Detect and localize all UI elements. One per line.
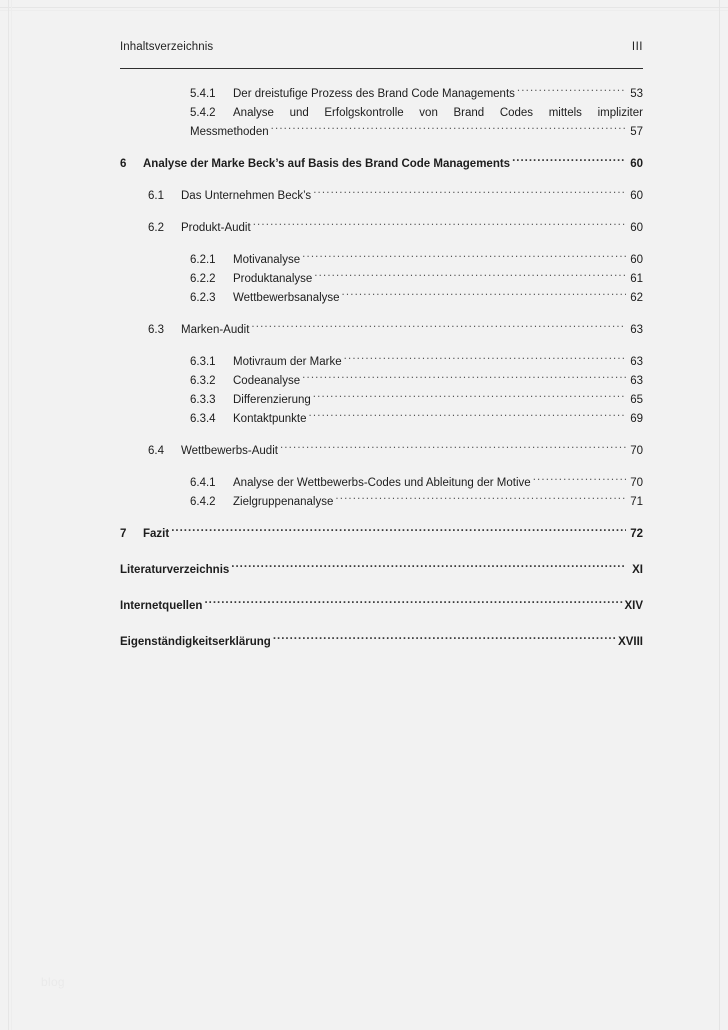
toc-entry[interactable] (120, 321, 643, 340)
toc-entry[interactable] (120, 251, 643, 270)
running-header-title: Inhaltsverzeichnis (120, 41, 214, 53)
toc-entry-title: Zielgruppenanalyse (233, 496, 334, 508)
toc-entry-number: 6.3.1 (190, 356, 216, 368)
running-header (120, 41, 643, 53)
toc-leader-dots (253, 219, 626, 231)
toc-leader-dots (302, 251, 626, 263)
toc-leader-dots (313, 187, 626, 199)
toc-entry-title: Analyse der Wettbewerbs-Codes und Ableitung der Motive (233, 477, 531, 489)
toc-entry-page-number: 70 (630, 445, 643, 457)
toc-entry-page-number: 63 (630, 375, 643, 387)
header-rule (120, 68, 643, 69)
running-header-page-number: III (631, 41, 643, 53)
toc-entry-title: Wettbewerbs-Audit (181, 445, 278, 457)
toc-leader-dots (335, 493, 626, 505)
toc-entry-number: 6.2 (148, 222, 164, 234)
toc-entry-title: Marken-Audit (181, 324, 250, 336)
toc-entry[interactable] (120, 270, 643, 289)
toc-entry[interactable] (120, 155, 643, 174)
toc-entry[interactable] (120, 85, 643, 104)
toc-entry-page-number: 63 (630, 356, 643, 368)
toc-entry-title: Kontaktpunkte (233, 413, 307, 425)
toc-entry-title: Eigenständigkeitserklärung (120, 636, 271, 648)
toc-entry[interactable] (120, 410, 643, 429)
toc-leader-dots (533, 474, 626, 486)
toc-entry-title-line1: Analyse und Erfolgskontrolle von Brand Codes mittels impliziter (233, 107, 643, 119)
toc-entry[interactable] (120, 289, 643, 308)
toc-entry-number: 5.4.2 (190, 107, 216, 119)
toc-entry-number: 5.4.1 (190, 88, 216, 100)
toc-entry-number: 6.2.3 (190, 292, 216, 304)
toc-leader-dots (342, 289, 626, 301)
toc-entry-number: 6.4 (148, 445, 164, 457)
toc-entry-page-number: 53 (630, 88, 643, 100)
toc-leader-dots (204, 597, 623, 609)
toc-entry-title: Differenzierung (233, 394, 311, 406)
toc-leader-dots (517, 85, 626, 97)
toc-entry[interactable] (120, 525, 643, 544)
toc-entry-title: Der dreistufige Prozess des Brand Code Managements (233, 88, 515, 100)
table-of-contents (120, 85, 643, 652)
toc-entry-page-number: XVIII (618, 636, 643, 648)
toc-entry-page-number: 57 (630, 126, 643, 138)
toc-entry-page-number: 63 (630, 324, 643, 336)
toc-entry-page-number: 60 (630, 158, 643, 170)
toc-leader-dots (313, 391, 626, 403)
toc-leader-dots (273, 633, 617, 645)
toc-entry-number: 6.3.3 (190, 394, 216, 406)
toc-entry-title: Produktanalyse (233, 273, 313, 285)
toc-entry-page-number: 61 (630, 273, 643, 285)
toc-entry-page-number: XI (632, 564, 643, 576)
toc-entry-page-number: 65 (630, 394, 643, 406)
toc-entry-page-number: 60 (630, 190, 643, 202)
toc-leader-dots (314, 270, 626, 282)
toc-entry-title: Wettbewerbsanalyse (233, 292, 340, 304)
toc-entry[interactable] (120, 353, 643, 372)
toc-entry-page-number: 70 (630, 477, 643, 489)
toc-entry[interactable] (120, 633, 643, 652)
watermark: blog (41, 975, 65, 989)
toc-entry[interactable] (120, 104, 643, 142)
toc-entry-number: 6 (120, 158, 127, 170)
toc-entry[interactable] (120, 474, 643, 493)
toc-entry-page-number: 69 (630, 413, 643, 425)
toc-entry-title: Codeanalyse (233, 375, 301, 387)
toc-entry[interactable] (120, 187, 643, 206)
toc-entry-number: 6.4.2 (190, 496, 216, 508)
toc-leader-dots (271, 123, 626, 135)
toc-leader-dots (309, 410, 626, 422)
toc-entry-page-number: 60 (630, 254, 643, 266)
toc-entry-title: Fazit (143, 528, 170, 540)
toc-entry-number: 7 (120, 528, 127, 540)
toc-entry[interactable] (120, 219, 643, 238)
toc-entry-number: 6.3 (148, 324, 164, 336)
toc-entry-number: 6.2.2 (190, 273, 216, 285)
toc-entry[interactable] (120, 442, 643, 461)
toc-entry-page-number: 72 (630, 528, 643, 540)
toc-entry-number: 6.3.4 (190, 413, 216, 425)
toc-entry-title: Analyse der Marke Beck’s auf Basis des Brand Code Managements (143, 158, 511, 170)
toc-entry[interactable] (120, 372, 643, 391)
toc-leader-dots (512, 155, 626, 167)
toc-entry-number: 6.1 (148, 190, 164, 202)
toc-entry-title: Produkt-Audit (181, 222, 251, 234)
toc-entry-title: Das Unternehmen Beck’s (181, 190, 312, 202)
toc-entry-title: Literaturverzeichnis (120, 564, 230, 576)
toc-entry-number: 6.3.2 (190, 375, 216, 387)
toc-entry[interactable] (120, 597, 643, 616)
toc-leader-dots (171, 525, 626, 537)
toc-entry-page-number: 60 (630, 222, 643, 234)
toc-entry[interactable] (120, 493, 643, 512)
toc-entry-title-line2: Messmethoden (190, 126, 269, 138)
toc-entry-title: Motivraum der Marke (233, 356, 342, 368)
toc-leader-dots (231, 561, 626, 573)
toc-entry-number: 6.4.1 (190, 477, 216, 489)
toc-leader-dots (344, 353, 626, 365)
toc-entry-title: Motivanalyse (233, 254, 301, 266)
toc-entry-number: 6.2.1 (190, 254, 216, 266)
toc-entry-title: Internetquellen (120, 600, 203, 612)
toc-leader-dots (302, 372, 626, 384)
toc-leader-dots (280, 442, 626, 454)
toc-entry-page-number: 71 (630, 496, 643, 508)
toc-leader-dots (251, 321, 626, 333)
toc-entry[interactable] (120, 391, 643, 410)
toc-entry-page-number: 62 (630, 292, 643, 304)
toc-entry-page-number: XIV (624, 600, 643, 612)
toc-entry[interactable] (120, 561, 643, 580)
